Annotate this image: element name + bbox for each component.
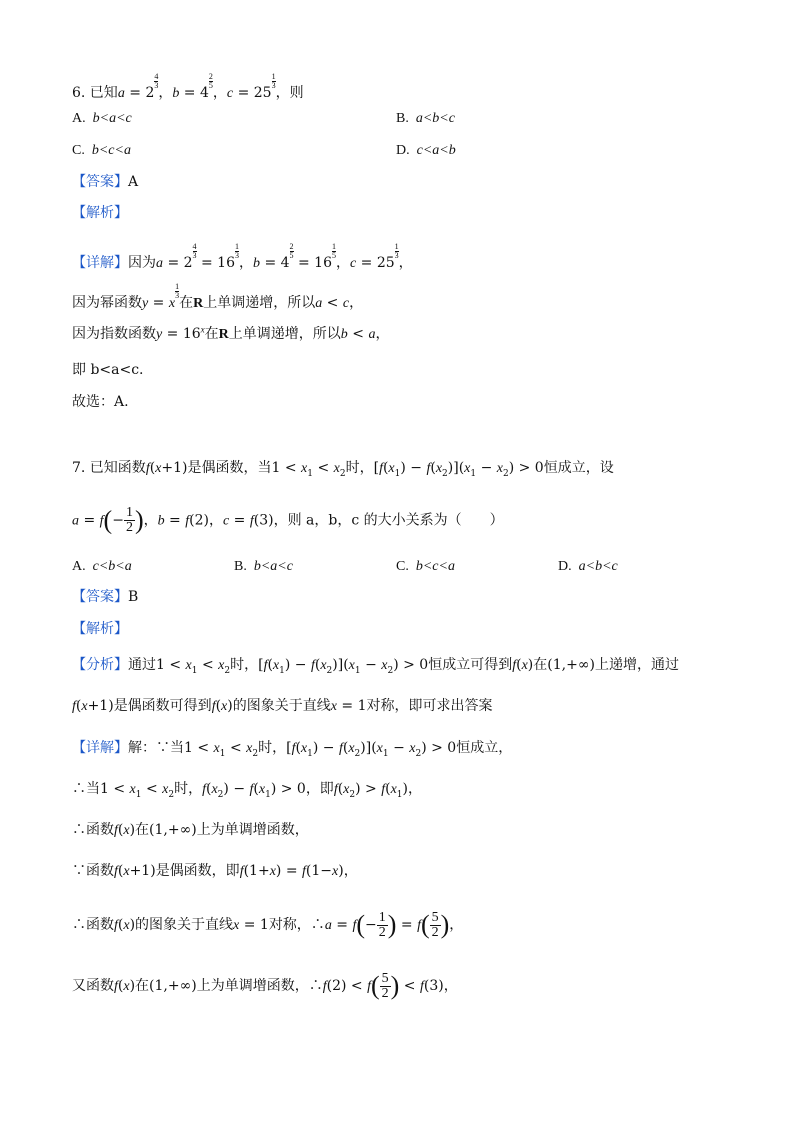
q7-detail-line4: ∵函数f(x+1)是偶函数，即f(1+x) = f(1−x)， [72, 863, 358, 879]
q7-detail-line5: ∴函数f(x)的图象关于直线x = 1对称，∴a = f(− $\frac{1}{2}$ ) = f( $\frac{5}{2}$ )， [72, 909, 464, 940]
q6-option-c[interactable]: C. b<c<a [72, 143, 131, 158]
q7-analysis-heading: 【解析】 [72, 621, 128, 637]
q6-option-a[interactable]: A. b<a<c [72, 111, 132, 126]
q7-stem-line1: 7. 已知函数f(x+1)是偶函数，当$1 < x_1 < x_2$时，$[f(x_1) - f(x_2)](x_1 - x_2) > 0$恒成立，设 [72, 460, 614, 479]
q7-answer: 【答案】B [72, 589, 139, 605]
q7-analysis-line2: f(x+1)是偶函数可得到f(x)的图象关于直线x = 1对称，即可求出答案 [72, 698, 493, 714]
q6-detail-line2: 因为幂函数y = x $\frac{1}{3}$ 在R上单调递增，所以a < c， [72, 282, 364, 311]
q6-analysis-heading: 【解析】 [72, 205, 128, 221]
q7-option-a[interactable]: A. c<b<a [72, 559, 132, 574]
q7-option-c[interactable]: C. b<c<a [396, 559, 455, 574]
q7-stem-line2: a = f(− $\frac{1}{2}$ )，b = f(2)，c = f(3)，则 a，b，c 的大小关系为（ ） [72, 505, 504, 535]
q6-option-d[interactable]: D. c<a<b [396, 143, 456, 158]
q7-detail-line2: ∴当$1 < x_1 < x_2$时，$f(x_2) - f(x_1) > 0$，即$f(x_2) > f(x_1)$， [72, 781, 422, 800]
q6-detail-line4: 即 b<a<c. [72, 362, 144, 378]
q6-stem: 6. 已知a = 2 $\frac{4}{3}$ ，b = 4 $\frac{2}{5}$ ，c = 25 $\frac{1}{3}$ ，则 [72, 72, 304, 101]
q7-detail-line1: 【详解】解：∵当$1 < x_1 < x_2$时，$[f(x_1) - f(x_2)](x_1 - x_2) > 0$恒成立， [72, 740, 513, 759]
q6-detail-line5: 故选：A. [72, 394, 129, 410]
q6-option-b[interactable]: B. a<b<c [396, 111, 455, 126]
q7-detail-line6: 又函数f(x)在(1,+∞)上为单调增函数，∴f(2) < f( $\frac{5}{2}$ ) < f(3)， [72, 970, 458, 1001]
q6-detail-line3: 因为指数函数$y = 16^x$在R上单调递增，所以b < a， [72, 324, 390, 342]
q7-option-d[interactable]: D. a<b<c [558, 559, 618, 574]
q7-detail-line3: ∴函数f(x)在(1,+∞)上为单调增函数， [72, 822, 309, 838]
q7-option-b[interactable]: B. b<a<c [234, 559, 293, 574]
q7-analysis-line1: 【分析】通过$1 < x_1 < x_2$时，$[f(x_1) - f(x_2)](x_1 - x_2) > 0$恒成立可得到f(x)在(1,+∞)上递增，通过 [72, 657, 679, 676]
q6-stem-prefix: 6. 已知 [72, 85, 118, 101]
q6-answer: 【答案】A [72, 174, 139, 190]
q6-detail-line1: 【详解】因为a = 2 $\frac{4}{3}$ = 16 $\frac{1}{3}$ ，b = 4 $\frac{2}{5}$ = 16 $\frac{1}{5}$ ，c = 25 $\frac{1}{3}$ ， [72, 242, 413, 271]
